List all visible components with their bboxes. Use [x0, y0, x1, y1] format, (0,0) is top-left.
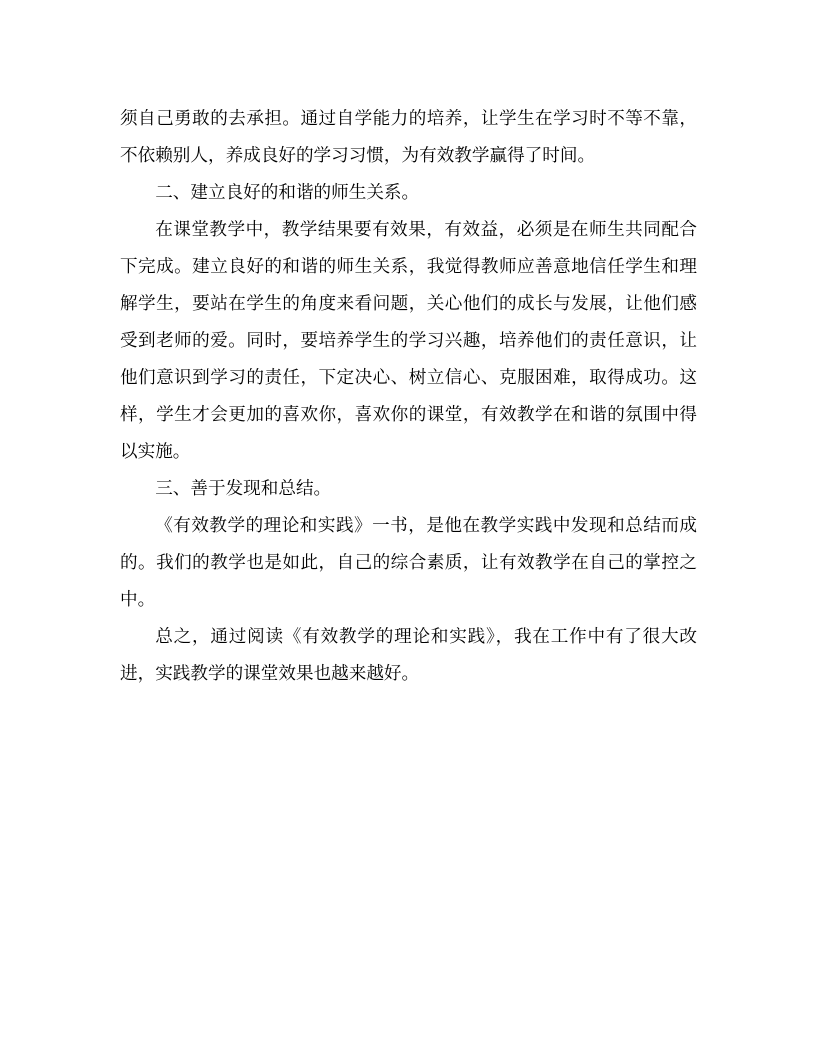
section-heading-3: 三、善于发现和总结。	[155, 479, 332, 499]
paragraph-continuation: 须自己勇敢的去承担。通过自学能力的培养，让学生在学习时不等不靠，不依赖别人，养成良好的学习习惯，为有效教学赢得了时间。	[120, 109, 697, 166]
document-body	[120, 101, 697, 693]
paragraph-conclusion: 总之，通过阅读《有效教学的理论和实践》，我在工作中有了很大改进，实践教学的课堂效果也越来越好。	[120, 627, 697, 684]
paragraph-teacher-student-relationship: 在课堂教学中，教学结果要有效果，有效益，必须是在师生共同配合下完成。建立良好的和谐的师生关系，我觉得教师应善意地信任学生和理解学生，要站在学生的角度来看问题，关心他们的成长与发展，让他们感受到老师的爱。同时，要培养学生的学习兴趣，培养他们的责任意识，让他们意识到学习的责任，下定决心、树立信心、克服困难，取得成功。这样，学生才会更加的喜欢你，喜欢你的课堂，有效教学在和谐的氛围中得以实施。	[120, 220, 697, 462]
section-heading-2: 二、建立良好的和谐的师生关系。	[155, 183, 420, 203]
paragraph-book-discovery: 《有效教学的理论和实践》一书，是他在教学实践中发现和总结而成的。我们的教学也是如此，自己的综合素质，让有效教学在自己的掌控之中。	[120, 516, 697, 610]
